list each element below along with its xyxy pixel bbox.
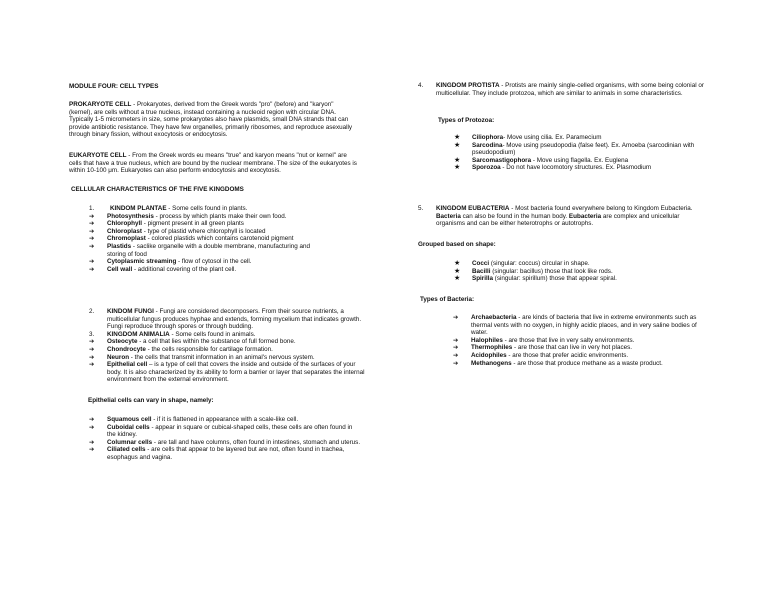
- list-item: [89, 354, 367, 362]
- list-item: [89, 266, 359, 274]
- list-item: [89, 416, 361, 424]
- arrow-bullet-icon: ➔: [89, 265, 95, 273]
- eukaryote-paragraph: [69, 152, 357, 175]
- item-term: Neuron: [107, 353, 130, 361]
- arrow-bullet-icon: ➔: [89, 353, 95, 361]
- list-item: [89, 213, 359, 221]
- item-text: - Move using pseudopodia (false feet). Ex. Amoeba (sarcodinian with pseudopodium): [472, 141, 695, 157]
- star-bullet-icon: ★: [454, 275, 461, 283]
- list-item: [453, 352, 709, 360]
- item-term: Plastids: [107, 242, 132, 250]
- star-bullet-icon: ★: [454, 134, 461, 141]
- list-item: [454, 164, 708, 172]
- item-text: - saclike organelle with a double membrane, manufacturing and storing of food: [107, 242, 311, 258]
- item-term: Ciliated cells: [107, 446, 146, 454]
- arrow-bullet-icon: ➔: [453, 351, 459, 359]
- item-text: - the cells that transmit information in an animal's nervous system.: [129, 353, 315, 361]
- item-term: Methanogens: [471, 359, 512, 367]
- list-item: [89, 338, 367, 346]
- item-term: Columnar cells: [107, 438, 153, 446]
- arrow-bullet-icon: ➔: [453, 359, 459, 367]
- list-item: [89, 439, 361, 447]
- bacteria-types-list: [453, 314, 709, 367]
- star-bullet-icon: ★: [454, 164, 461, 172]
- item-text: - Do not have locomotory structures. Ex. Plasmodium: [500, 164, 652, 172]
- epithelial-list: [89, 416, 361, 462]
- item-text: can also be found in the human body.: [460, 212, 569, 220]
- item-term: Sarcodina: [472, 141, 503, 149]
- animalia-number: 3.: [89, 330, 95, 338]
- item-text: - are tall and have columns, often found in intestines, stomach and uterus.: [152, 438, 361, 446]
- fungi-term: KINDOM FUNGI: [107, 308, 154, 315]
- protista-text: - Protists are mainly single-celled organisms, with some being colonial or multicellular. They include protozoa, which are similar to animals in some characteristics.: [436, 82, 704, 97]
- item-text: - type of plastid where chlorophyll is located: [141, 227, 266, 235]
- fungi-number: 2.: [89, 308, 95, 315]
- arrow-bullet-icon: ➔: [89, 220, 95, 228]
- arrow-bullet-icon: ➔: [453, 314, 459, 321]
- eubacteria-number: 5.: [418, 205, 424, 212]
- item-text: (singular: spirillum) those that appear spiral.: [493, 275, 617, 283]
- shape-heading: Grouped based on shape:: [418, 241, 496, 248]
- item-text: (singular: bacillus) those that look like rods.: [490, 267, 613, 275]
- item-term: Chondrocyte: [107, 345, 146, 353]
- arrow-bullet-icon: ➔: [89, 446, 95, 454]
- arrow-bullet-icon: ➔: [89, 338, 95, 346]
- item-text: - if it is flattened in appearance with a scale-like cell.: [151, 416, 299, 423]
- arrow-bullet-icon: ➔: [89, 258, 95, 266]
- protista-section: [418, 82, 708, 97]
- item-term: Cocci: [472, 260, 490, 267]
- five-kingdoms-heading: CELLULAR CHARACTERISTICS OF THE FIVE KINGDOMS: [71, 186, 244, 193]
- item-term: Chloroplast: [107, 227, 142, 235]
- arrow-bullet-icon: ➔: [89, 416, 95, 423]
- item-term: Chromoplast: [107, 235, 146, 243]
- plantae-section: [89, 205, 359, 273]
- item-text: - are those that can live in very hot places.: [512, 344, 632, 352]
- arrow-bullet-icon: ➔: [89, 235, 95, 243]
- list-item: [89, 361, 367, 384]
- list-item: [454, 268, 708, 276]
- plantae-number: 1.: [89, 205, 95, 212]
- prokaryote-text: - Prokaryotes, derived from the Greek words "pro" (before) and "karyon" (kernel), are cells without a true nucleus, instead containing a nucleoid region with circular DNA. Typically 1-5 micrometers in size, some prokaryotes also have plasmids, small DNA strands that can provide antibiotic resistance. They have few organelles, primarily ribosomes, and reproduce asexually through binary fission, without exocytosis or endocytosis.: [69, 101, 353, 139]
- arrow-bullet-icon: ➔: [89, 227, 95, 235]
- star-bullet-icon: ★: [454, 260, 461, 267]
- list-item: [454, 157, 708, 165]
- item-term: Squamous cell: [107, 416, 152, 423]
- prokaryote-paragraph: [69, 101, 357, 139]
- item-term: Cuboidal cells: [107, 423, 150, 431]
- item-term: Chlorophyll: [107, 220, 142, 228]
- item-term: Cell wall: [107, 265, 133, 273]
- arrow-bullet-icon: ➔: [89, 345, 95, 353]
- plantae-heading-row: [89, 205, 359, 213]
- item-text: - the cells responsible for cartilage formation.: [145, 345, 273, 353]
- item-text: - are cells that appear to be layered but are not, often found in trachea, esophagus and vagina.: [107, 446, 345, 461]
- item-text: - are those that produce methane as a waste product.: [511, 359, 663, 367]
- module-title: MODULE FOUR: CELL TYPES: [69, 83, 159, 90]
- item-text: - additional covering of the plant cell.: [132, 265, 237, 273]
- item-term: Spirilla: [472, 275, 493, 283]
- item-term: Sarcomastigophora: [472, 156, 532, 164]
- animalia-text: - Some cells found in animals.: [169, 330, 256, 338]
- protozoa-heading: Types of Protozoa:: [438, 117, 495, 124]
- animalia-row: [89, 331, 367, 339]
- item-text: - Most bacteria found everywhere belong to Kingdom Eubacteria.: [509, 205, 693, 212]
- protozoa-list: [454, 134, 708, 172]
- list-item: [453, 314, 709, 337]
- item-term: Sporozoa: [472, 164, 501, 172]
- item-text: - Move using flagella. Ex. Euglena: [531, 156, 629, 164]
- eukaryote-term: EUKARYOTE CELL: [69, 152, 127, 159]
- star-bullet-icon: ★: [454, 156, 461, 164]
- list-item: [89, 258, 359, 266]
- item-text: - are those that prefer acidic environments.: [506, 351, 629, 359]
- protista-row: [418, 82, 708, 97]
- item-term: Cytoplasmic streaming: [107, 258, 177, 266]
- item-term: Bacteria: [436, 212, 461, 220]
- item-term: Acidophiles: [471, 351, 507, 359]
- fungi-row: [89, 308, 367, 331]
- arrow-bullet-icon: ➔: [89, 212, 95, 220]
- list-item: [454, 275, 708, 283]
- item-text: - are those that live in very salty environments.: [502, 336, 635, 344]
- arrow-bullet-icon: ➔: [453, 336, 459, 344]
- item-term: Ciliophora: [472, 134, 504, 141]
- plantae-text: - Some cells found in plants.: [166, 205, 248, 212]
- prokaryote-term: PROKARYOTE CELL: [69, 101, 132, 108]
- list-item: [89, 446, 361, 461]
- protista-number: 4.: [418, 82, 424, 89]
- list-item: [89, 235, 359, 243]
- arrow-bullet-icon: ➔: [89, 438, 95, 446]
- list-item: [89, 228, 359, 236]
- arrow-bullet-icon: ➔: [89, 242, 95, 250]
- item-text: (singular: coccus) circular in shape.: [489, 260, 590, 267]
- animalia-term: KINGDOM ANIMALIA: [107, 330, 170, 338]
- eubacteria-term: KINGDOM EUBACTERIA: [436, 205, 510, 212]
- item-term: Osteocyte: [107, 338, 138, 346]
- list-item: [89, 346, 367, 354]
- list-item: [89, 220, 359, 228]
- item-term: Thermophiles: [471, 344, 513, 352]
- shape-list: [454, 260, 708, 283]
- item-term: Epithelial cell: [107, 361, 148, 369]
- protista-term: KINGDOM PROTISTA: [436, 82, 500, 89]
- list-item: [89, 424, 361, 439]
- list-item: [454, 134, 708, 142]
- item-term: Photosynthesis: [107, 212, 154, 220]
- item-text: - colored plastids which contains carotenoid pigment: [145, 235, 294, 243]
- item-text: - a cell that lies within the substance of full formed bone.: [137, 338, 296, 346]
- item-text: – is a type of cell that covers the inside and outside of the surfaces of your body. It is also characterized by its ability to form a barrier or layer that separates the internal environment from the external environment.: [107, 361, 365, 384]
- item-text: - appear in square or cubical-shaped cells, these cells are often found in the kidney.: [107, 423, 353, 439]
- fungi-text: - Fungi are considered decomposers. From their source nutrients, a multicellular fungus produces hyphae and extends, forming mycelium that indicates growth. Fungi reproduce through spores or through budding.: [107, 308, 362, 331]
- item-text: - pigment present in all green plants: [141, 220, 244, 228]
- plantae-term: KINDOM PLANTAE: [110, 205, 167, 212]
- list-item: [454, 260, 708, 268]
- eubacteria-row: [418, 205, 708, 228]
- list-item: [453, 337, 709, 345]
- item-text: - flow of cytosol in the cell.: [176, 258, 252, 266]
- item-text: - process by which plants make their own food.: [153, 212, 287, 220]
- item-term: Archaebacteria: [471, 314, 517, 321]
- item-term: Eubacteria: [568, 212, 602, 220]
- item-text: - are kinds of bacteria that live in extreme environments such as thermal vents with no oxygen, in highly acidic places, and in very saline bodies of water.: [471, 314, 697, 337]
- item-term: Halophiles: [471, 336, 503, 344]
- arrow-bullet-icon: ➔: [89, 361, 95, 369]
- arrow-bullet-icon: ➔: [453, 344, 459, 352]
- epithelial-heading: Epithelial cells can vary in shape, namely:: [88, 397, 214, 404]
- list-item: [453, 344, 709, 352]
- eubacteria-section: [418, 205, 708, 228]
- item-term: Bacilli: [472, 267, 491, 275]
- item-text: - Move using cilia. Ex. Paramecium: [503, 134, 602, 141]
- list-item: [89, 243, 359, 258]
- arrow-bullet-icon: ➔: [89, 423, 95, 431]
- item-text: are complex and unicellular organisms and can be either heterotrophs or autotrophs.: [436, 212, 680, 228]
- bacteria-types-heading: Types of Bacteria:: [420, 296, 475, 303]
- list-item: [454, 142, 708, 157]
- star-bullet-icon: ★: [454, 141, 461, 149]
- list-item: [453, 360, 709, 368]
- eukaryote-text: - From the Greek words eu means "true" and karyon means "nut or kernel" are cells that have a true nucleus, which are bound by the nuclear membrane. The size of the eukaryotes is within 10-100 μm. Eukaryotes can also perform endocytosis and exocytosis.: [69, 152, 357, 175]
- star-bullet-icon: ★: [454, 267, 461, 275]
- fungi-animalia-section: [89, 308, 367, 384]
